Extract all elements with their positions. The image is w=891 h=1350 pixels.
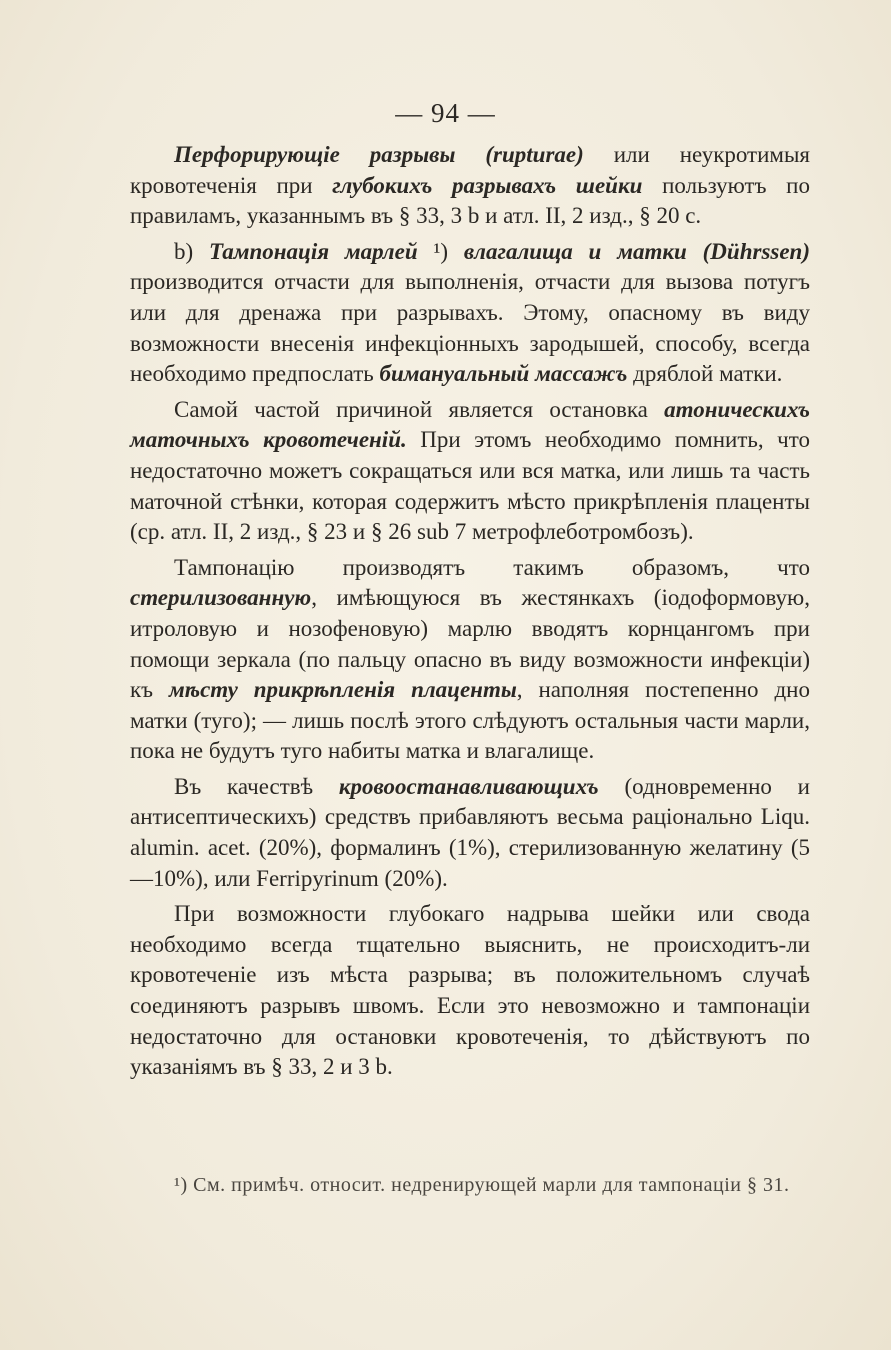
paragraph — [130, 899, 810, 1083]
main-text — [130, 140, 810, 1088]
text-run: или неукротимыя кровотеченія при — [130, 142, 811, 198]
text-run: При возможности глубокаго надрыва шейки или свода необходимо всегда тщательно выяснить, не происходитъ-ли кровотеченіе изъ мѣста разрыва; въ положительномъ случаѣ соединяютъ разрывъ швомъ. Если это невозможно и тампонаціи недостаточно для остановки кровотеченія, то дѣйствуютъ по указаніямъ въ § 33, 2 и 3 b. — [130, 901, 810, 1080]
paragraph — [130, 553, 810, 767]
text-run: Перфорирующіе разрывы (rupturae) — [174, 142, 584, 167]
text-run: влагалища и матки (Dührssen) — [463, 238, 811, 264]
text-run: Самой частой причиной является остановка — [174, 396, 665, 422]
text-run: Тампонація марлей — [209, 238, 418, 264]
text-run: кровоостанавливающихъ — [338, 773, 599, 799]
text-run: мѣсту прикрѣпленія плаценты — [169, 677, 517, 703]
paragraph — [130, 772, 810, 894]
text-run: стерилизованную — [130, 585, 312, 611]
text-run: b) — [174, 238, 210, 264]
text-run: (одновременно и антисептическихъ) средствъ прибавляютъ весьма раціонально Liqu. alumin. acet. (20%), формалинъ (1%), стерилизованную желатину (5—10%), или Ferripyrinum (20%). — [130, 773, 810, 891]
footnote-marker: ¹) — [417, 238, 464, 264]
text-run: , имѣющуюся въ жестянкахъ (іодоформовую, итроловую и нозофеновую) марлю вводятъ корнцангомъ при помощи зеркала (по пальцу опасно въ виду возможности инфекціи) къ — [130, 585, 810, 703]
paragraph — [130, 395, 810, 548]
paragraph — [130, 140, 810, 232]
text-run: пользуютъ по правиламъ, указаннымъ въ § 33, 3 b и атл. II, 2 изд., § 20 c. — [130, 172, 810, 229]
text-run: глубокихъ разрывахъ шейки — [332, 172, 643, 198]
text-run: дряблой матки. — [627, 361, 783, 387]
page-number: — 94 — — [395, 98, 496, 128]
text-run: Въ качествѣ — [174, 773, 339, 799]
paragraph — [130, 237, 810, 390]
text-run: Тампонацію производятъ такимъ образомъ, что — [174, 554, 810, 580]
text-run: , наполняя постепенно дно матки (туго); — лишь послѣ этого слѣдуютъ остальныя части марли, пока не будутъ туго набиты матка и влагалище. — [130, 677, 810, 764]
text-run: бимануальный массажъ — [379, 361, 628, 387]
footnote: ¹) См. примѣч. относит. недренирующей марли для тампонаціи § 31. — [174, 1174, 790, 1196]
text-run: производится отчасти для выполненія, отчасти для вызова потугъ или для дренажа при разрывахъ. Этому, опасному въ виду возможности внесенія инфекціонныхъ зародышей, способу, всегда необходимо предпослать — [130, 269, 810, 387]
text-run: При этомъ необходимо помнить, что недостаточно можетъ сокращаться или вся матка, или лишь та часть маточной стѣнки, которая содержитъ мѣсто прикрѣпленія плаценты (ср. атл. II, 2 изд., § 23 и § 26 sub 7 метрофлеботромбозъ). — [130, 427, 810, 545]
text-run: атоническихъ маточныхъ кровотеченій. — [130, 396, 810, 453]
